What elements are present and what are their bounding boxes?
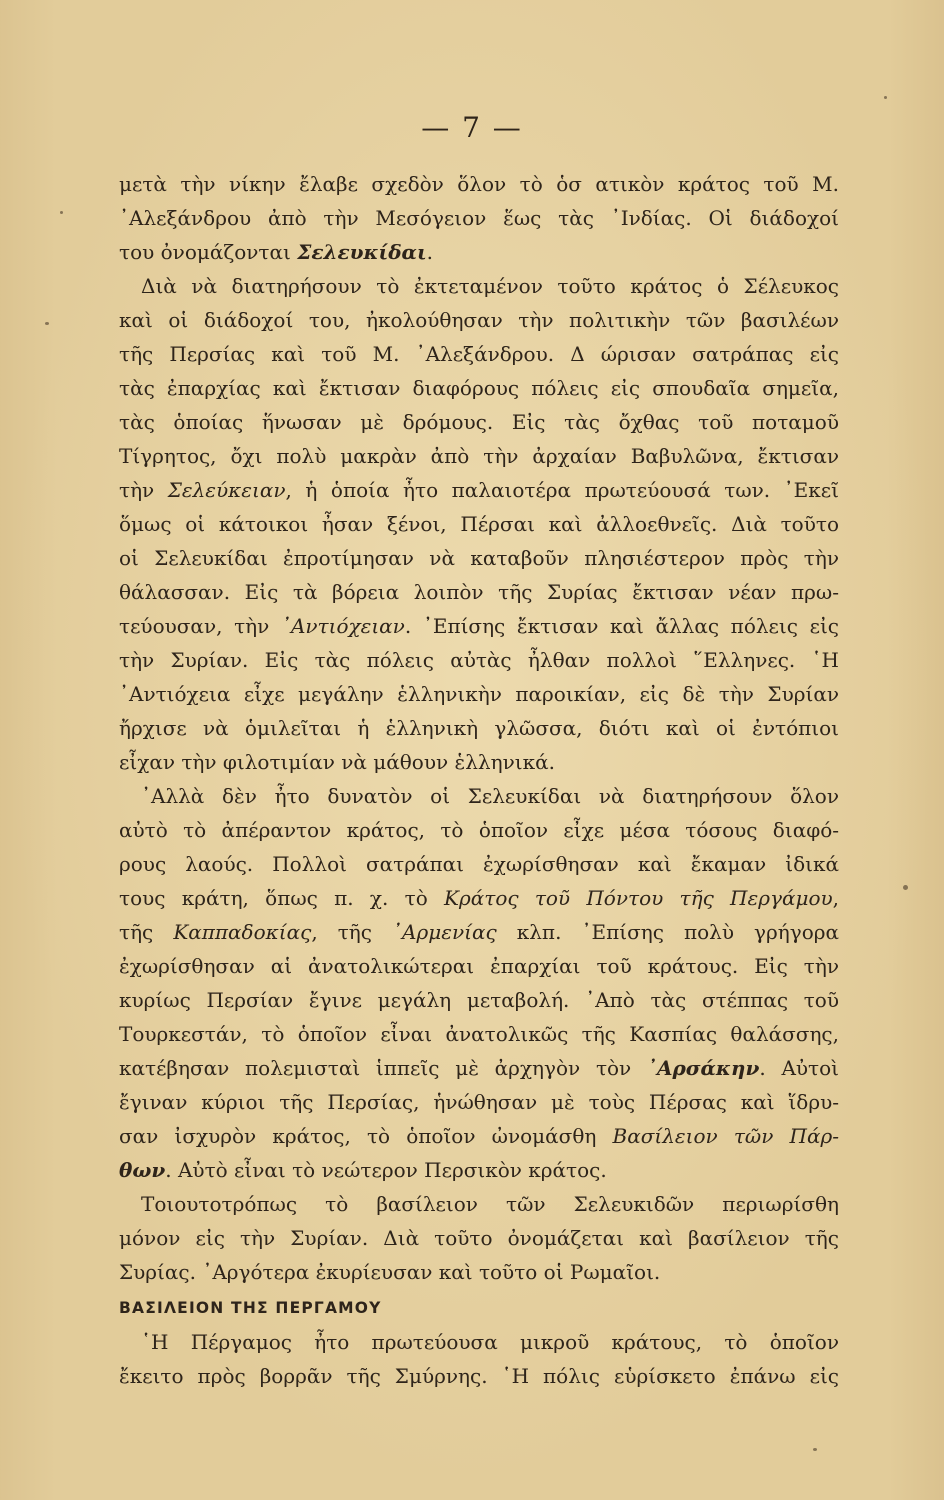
text-line: ρους λαούς. Πολλοὶ σατράπαι ἐχωρίσθησαν καὶ ἔκαμαν ἰδικά bbox=[119, 852, 839, 876]
text-line: τους κράτη, ὅπως π. χ. τὸ Κράτος τοῦ Πόντου τῆς Περγάμου, bbox=[119, 886, 840, 910]
text-line: μόνον εἰς τὴν Συρίαν. Διὰ τοῦτο ὀνομάζεται καὶ βασίλειον τῆς bbox=[119, 1226, 839, 1250]
text-line: τῆς Περσίας καὶ τοῦ Μ. ᾿Αλεξάνδρου. Δ ώρισαν σατράπας εἰς bbox=[119, 342, 839, 366]
text-line: Διὰ νὰ διατηρήσουν τὸ ἐκτεταμένον τοῦτο κράτος ὁ Σέλευκος bbox=[141, 274, 839, 298]
text-line: τὰς ὁποίας ἥνωσαν μὲ δρόμους. Εἰς τὰς ὄχθας τοῦ ποταμοῦ bbox=[119, 410, 839, 434]
text-line: τὴν Συρίαν. Εἰς τὰς πόλεις αὐτὰς ἦλθαν πολλοὶ ῞Ελληνες. ῾Η bbox=[119, 648, 839, 672]
text-line: τὴν Σελεύκειαν, ἡ ὁποία ἦτο παλαιοτέρα πρωτεύουσά των. ᾿Εκεῖ bbox=[119, 478, 839, 502]
text-line: εἶχαν τὴν φιλοτιμίαν νὰ μάθουν ἑλληνικά. bbox=[119, 750, 555, 774]
emphasis-parthians: θων bbox=[119, 1158, 166, 1182]
paper-speck bbox=[60, 211, 63, 214]
text-line: Συρίας. ᾿Αργότερα ἐκυρίευσαν καὶ τοῦτο οἱ Ρωμαῖοι. bbox=[119, 1260, 661, 1284]
text-line: ᾿Αντιόχεια εἶχε μεγάλην ἑλληνικὴν παροικίαν, εἰς δὲ τὴν Συρίαν bbox=[119, 682, 839, 706]
page-number: — 7 — bbox=[421, 111, 523, 144]
text-line: ᾿Αλλὰ δὲν ἦτο δυνατὸν οἱ Σελευκίδαι νὰ διατηρήσουν ὅλον bbox=[141, 784, 839, 808]
text-line: θάλασσαν. Εἰς τὰ βόρεια λοιπὸν τῆς Συρίας ἔκτισαν νέαν πρω- bbox=[119, 580, 839, 604]
text-line: του ὀνομάζονται Σελευκίδαι. bbox=[119, 240, 433, 264]
emphasis-cappadocia: Καππαδοκίας bbox=[173, 920, 312, 944]
text-line: οἱ Σελευκίδαι ἐπροτίμησαν νὰ καταβοῦν πλησιέστερον πρὸς τὴν bbox=[119, 546, 839, 570]
text-line: μετὰ τὴν νίκην ἔλαβε σχεδὸν ὅλον τὸ ὁσ ατικὸν κράτος τοῦ Μ. bbox=[119, 172, 839, 196]
text-line: τὰς ἐπαρχίας καὶ ἔκτισαν διαφόρους πόλεις εἰς σπουδαῖα σημεῖα, bbox=[119, 376, 839, 400]
text-line: ἔγιναν κύριοι τῆς Περσίας, ἡνώθησαν μὲ τοὺς Πέρσας καὶ ἵδρυ- bbox=[119, 1090, 839, 1114]
text-line: ῾Η Πέργαμος ἦτο πρωτεύουσα μικροῦ κράτους, τὸ ὁποῖον bbox=[141, 1330, 839, 1354]
paper-speck bbox=[45, 322, 49, 325]
text-line: κυρίως Περσίαν ἔγινε μεγάλη μεταβολή. ᾿Απὸ τὰς στέππας τοῦ bbox=[119, 988, 839, 1012]
body-text bbox=[119, 167, 839, 1393]
text-line: Τοιουτοτρόπως τὸ βασίλειον τῶν Σελευκιδῶν περιωρίσθη bbox=[141, 1192, 839, 1216]
emphasis-seleucids: Σελευκίδαι bbox=[297, 240, 427, 264]
text-line: τῆς Καππαδοκίας, τῆς ᾿Αρμενίας κλπ. ᾿Επίσης πολὺ γρήγορα bbox=[119, 920, 839, 944]
paper-speck bbox=[903, 885, 908, 890]
text-line: ἐχωρίσθησαν αἱ ἀνατολικώτεραι ἐπαρχίαι τοῦ κράτους. Εἰς τὴν bbox=[119, 954, 839, 978]
text-line: ἤρχισε νὰ ὁμιλεῖται ἡ ἑλληνικὴ γλῶσσα, διότι καὶ οἱ ἐντόπιοι bbox=[119, 716, 839, 740]
text-line: Τουρκεστάν, τὸ ὁποῖον εἶναι ἀνατολικῶς τῆς Κασπίας θαλάσσης, bbox=[119, 1022, 839, 1046]
paper-speck bbox=[884, 96, 887, 99]
text-line: ὅμως οἱ κάτοικοι ἦσαν ξένοι, Πέρσαι καὶ ἀλλοεθνεῖς. Διὰ τοῦτο bbox=[119, 512, 839, 536]
emphasis-armenia: ᾿Αρμενίας bbox=[392, 920, 497, 944]
text-line: ἔκειτο πρὸς βορρᾶν τῆς Σμύρνης. ῾Η πόλις εὑρίσκετο ἐπάνω εἰς bbox=[119, 1364, 839, 1388]
paper-speck bbox=[813, 1448, 817, 1451]
text-line: αὐτὸ τὸ ἀπέραντον κράτος, τὸ ὁποῖον εἶχε μέσα τόσους διαφό- bbox=[119, 818, 839, 842]
emphasis-seleucia: Σελεύκειαν bbox=[167, 478, 286, 502]
text-line: θων. Αὐτὸ εἶναι τὸ νεώτερον Περσικὸν κράτος. bbox=[119, 1158, 607, 1182]
emphasis-arsaces: ᾿Αρσάκην bbox=[646, 1056, 760, 1080]
text-line: τεύουσαν, τὴν ᾿Αντιόχειαν. ᾿Επίσης ἔκτισαν καὶ ἄλλας πόλεις εἰς bbox=[119, 614, 839, 638]
text-line: ᾿Αλεξάνδρου ἀπὸ τὴν Μεσόγειον ἕως τὰς ᾿Ινδίας. Οἱ διάδοχοί bbox=[119, 206, 839, 230]
section-heading: ΒΑΣΙΛΕΙΟΝ ΤΗΣ ΠΕΡΓΑΜΟΥ bbox=[119, 1299, 382, 1317]
emphasis-parthian-kingdom: Βασίλειον τῶν Πάρ- bbox=[612, 1124, 839, 1148]
text-line: σαν ἰσχυρὸν κράτος, τὸ ὁποῖον ὠνομάσθη Βασίλειον τῶν Πάρ- bbox=[119, 1124, 839, 1148]
text-line: Τίγρητος, ὄχι πολὺ μακρὰν ἀπὸ τὴν ἀρχαίαν Βαβυλῶνα, ἔκτισαν bbox=[119, 444, 839, 468]
text-line: καὶ οἱ διάδοχοί του, ἠκολούθησαν τὴν πολιτικὴν τῶν βασιλέων bbox=[119, 308, 839, 332]
emphasis-kingdoms: Κράτος τοῦ Πόντου τῆς Περγάμου bbox=[444, 886, 833, 910]
emphasis-antioch: ᾿Αντιόχειαν bbox=[280, 614, 405, 638]
text-line: κατέβησαν πολεμισταὶ ἱππεῖς μὲ ἀρχηγὸν τὸν ᾿Αρσάκην. Αὐτοὶ bbox=[119, 1056, 839, 1080]
